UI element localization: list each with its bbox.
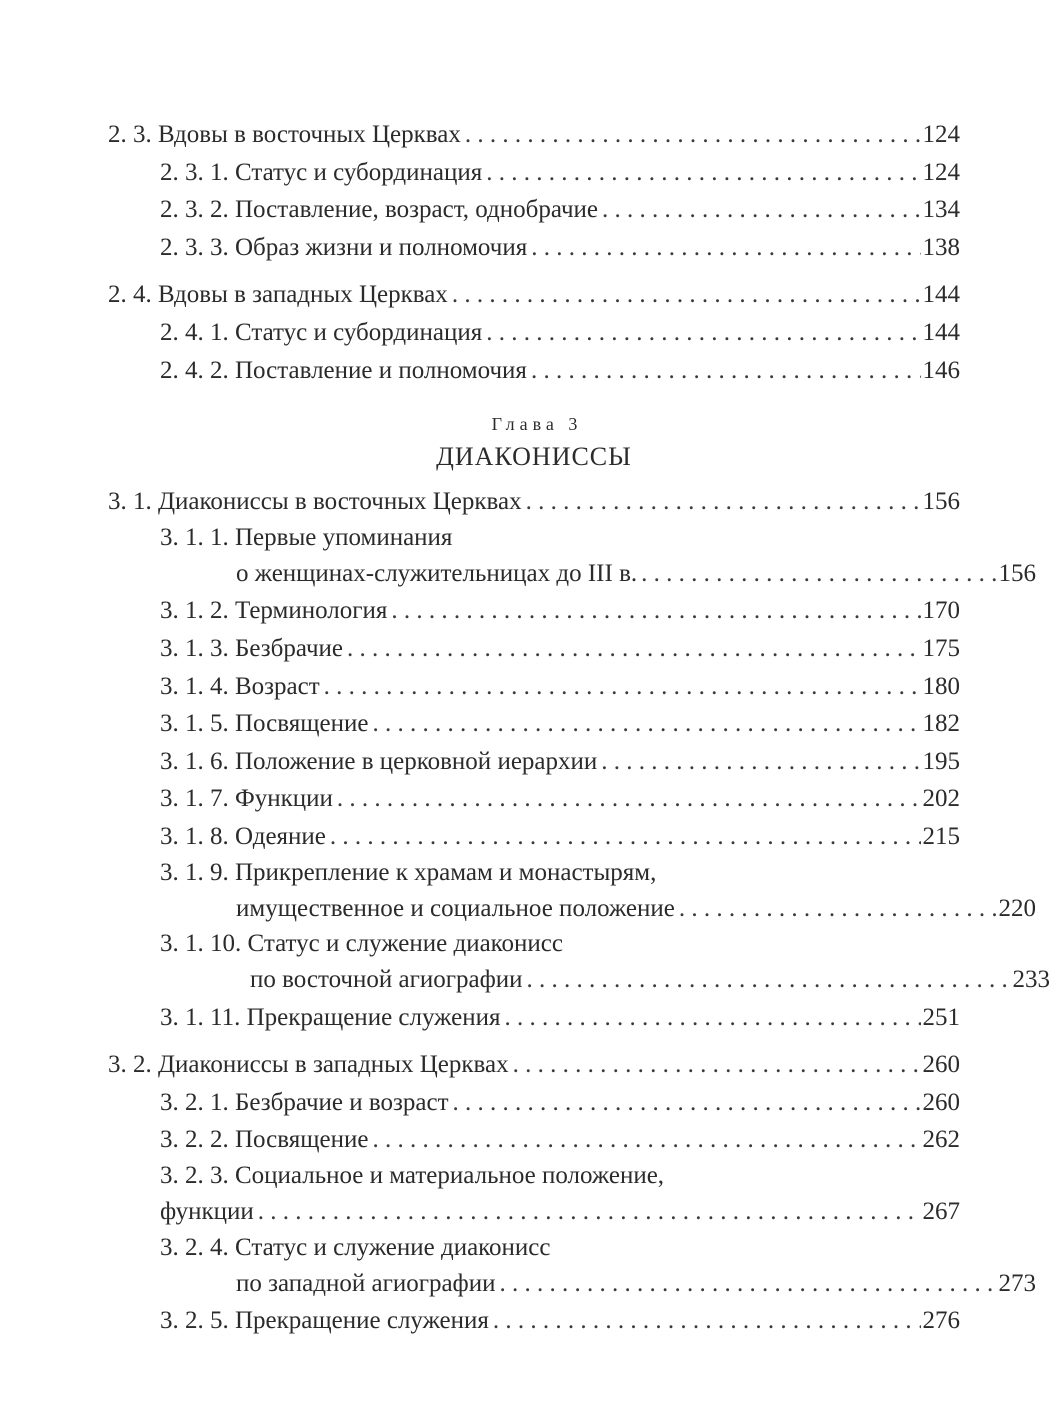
dot-leader	[526, 483, 921, 521]
toc-entry-3-2-5[interactable]	[108, 1302, 960, 1340]
dot-leader	[531, 229, 920, 267]
dot-leader	[486, 314, 920, 352]
chapter-heading	[108, 411, 960, 477]
toc-entry-3-1-9[interactable]	[108, 856, 1036, 928]
toc-entry-2-3[interactable]	[108, 116, 960, 154]
dot-leader	[258, 1193, 921, 1231]
dot-leader	[641, 555, 996, 593]
toc-entry-3-1-6[interactable]	[108, 743, 960, 781]
toc-entry-page: 124	[922, 158, 960, 186]
toc-entry-3-2-4[interactable]	[108, 1231, 1036, 1303]
toc-entry-title: 2. 3. Вдовы в восточных Церквах	[108, 116, 465, 154]
dot-leader	[372, 705, 920, 743]
toc-entry-3-1-3[interactable]	[108, 630, 960, 668]
dot-leader	[513, 1046, 921, 1084]
dot-leader	[527, 961, 1011, 999]
toc-entry-2-3-3[interactable]	[108, 229, 960, 267]
dot-leader	[465, 116, 921, 154]
toc-entry-page: 202	[922, 785, 960, 813]
dot-leader	[679, 890, 997, 928]
toc-entry-page: 138	[922, 233, 960, 261]
toc-entry-title: 3. 2. 1. Безбрачие и возраст	[160, 1084, 453, 1122]
toc-entry-title: 3. 1. Диакониссы в восточных Церквах	[108, 483, 526, 521]
toc-entry-page: 146	[922, 356, 960, 384]
toc-entry-3-1-2[interactable]	[108, 592, 960, 630]
toc-entry-3-1-11[interactable]	[108, 999, 960, 1037]
toc-entry-page: 175	[922, 634, 960, 662]
toc-entry-title: 3. 1. 10. Статус и служение диаконисс	[160, 930, 564, 958]
toc-entry-2-3-1[interactable]	[108, 154, 960, 192]
dot-leader	[452, 276, 921, 314]
dot-leader	[391, 592, 920, 630]
spacer	[108, 1036, 960, 1046]
toc-entry-3-1-4[interactable]	[108, 668, 960, 706]
dot-leader	[347, 630, 921, 668]
dot-leader	[337, 780, 921, 818]
dot-leader	[504, 999, 920, 1037]
toc-entry-title: 2. 3. 3. Образ жизни и полномочия	[160, 229, 531, 267]
dot-leader	[330, 818, 921, 856]
dot-leader	[602, 191, 921, 229]
toc-entry-page: 134	[922, 196, 960, 224]
toc-entry-2-4-2[interactable]	[108, 352, 960, 390]
toc-entry-title: 3. 1. 9. Прикрепление к храмам и монастырям,	[160, 858, 657, 886]
toc-entry-page: 276	[922, 1307, 960, 1335]
toc-entry-page: 260	[922, 1088, 960, 1116]
toc-entry-2-4[interactable]	[108, 276, 960, 314]
toc-entry-page: 251	[922, 1003, 960, 1031]
toc-entry-3-2-3[interactable]	[108, 1159, 960, 1231]
toc-entry-page: 273	[998, 1269, 1036, 1297]
toc-entry-2-3-2[interactable]	[108, 191, 960, 229]
toc-entry-page: 156	[998, 559, 1036, 587]
toc-entry-3-2-1[interactable]	[108, 1084, 960, 1122]
table-of-contents	[108, 116, 1050, 1340]
toc-entry-title-cont: имущественное и социальное положение	[236, 890, 679, 928]
toc-entry-title: 3. 2. 2. Посвящение	[160, 1121, 372, 1159]
toc-entry-3-1-5[interactable]	[108, 705, 960, 743]
toc-entry-3-2[interactable]	[108, 1046, 960, 1084]
toc-entry-title: 3. 1. 3. Безбрачие	[160, 630, 347, 668]
toc-entry-title: 3. 1. 5. Посвящение	[160, 705, 372, 743]
toc-entry-page: 260	[922, 1051, 960, 1079]
toc-entry-title: 3. 2. 5. Прекращение служения	[160, 1302, 493, 1340]
toc-entry-page: 267	[922, 1198, 960, 1226]
toc-entry-title: 3. 1. 1. Первые упоминания	[160, 523, 453, 551]
chapter-label: Глава 3	[491, 414, 583, 435]
toc-entry-3-1-7[interactable]	[108, 780, 960, 818]
toc-entry-title: 3. 1. 4. Возраст	[160, 668, 324, 706]
toc-entry-3-1[interactable]	[108, 483, 960, 521]
toc-entry-title: 2. 4. 1. Статус и субординация	[160, 314, 486, 352]
dot-leader	[453, 1084, 921, 1122]
toc-entry-title: 3. 2. 3. Социальное и материальное положение,	[160, 1162, 665, 1190]
toc-entry-page: 144	[922, 318, 960, 346]
toc-entry-3-1-10[interactable]	[108, 927, 1050, 999]
toc-entry-title-cont: по западной агиографии	[236, 1265, 500, 1303]
toc-entry-title: 2. 4. 2. Поставление и полномочия	[160, 352, 531, 390]
toc-entry-page: 262	[922, 1126, 960, 1154]
toc-entry-page: 144	[922, 281, 960, 309]
toc-entry-3-1-1[interactable]	[108, 521, 1036, 593]
toc-entry-page: 124	[922, 121, 960, 148]
toc-entry-title-cont: по восточной агиографии	[250, 961, 527, 999]
toc-entry-page: 180	[922, 672, 960, 700]
toc-entry-title: 2. 3. 1. Статус и субординация	[160, 154, 486, 192]
dot-leader	[500, 1265, 997, 1303]
dot-leader	[372, 1121, 920, 1159]
spacer	[108, 266, 960, 276]
toc-entry-page: 220	[998, 894, 1036, 922]
dot-leader	[324, 668, 921, 706]
toc-entry-title-cont: о женщинах-служительницах до III в.	[236, 555, 641, 593]
toc-entry-title: 3. 1. 6. Положение в церковной иерархии	[160, 743, 601, 781]
toc-entry-title: 3. 2. 4. Статус и служение диаконисс	[160, 1233, 551, 1261]
toc-entry-page: 182	[922, 710, 960, 738]
toc-entry-page: 170	[922, 597, 960, 625]
toc-entry-title: 3. 1. 11. Прекращение служения	[160, 999, 504, 1037]
toc-entry-title: 3. 2. Диакониссы в западных Церквах	[108, 1046, 513, 1084]
toc-entry-3-2-2[interactable]	[108, 1121, 960, 1159]
toc-entry-3-1-8[interactable]	[108, 818, 960, 856]
dot-leader	[493, 1302, 921, 1340]
dot-leader	[531, 352, 921, 390]
toc-entry-page: 215	[922, 822, 960, 850]
toc-entry-title: 3. 1. 2. Терминология	[160, 592, 391, 630]
dot-leader	[601, 743, 920, 781]
toc-entry-title: 3. 1. 8. Одеяние	[160, 818, 330, 856]
toc-entry-2-4-1[interactable]	[108, 314, 960, 352]
toc-entry-title: 3. 1. 7. Функции	[160, 780, 337, 818]
chapter-title: ДИАКОНИССЫ	[436, 442, 632, 472]
toc-entry-page: 156	[922, 488, 960, 516]
toc-entry-title: 2. 3. 2. Поставление, возраст, однобрачие	[160, 191, 602, 229]
toc-entry-page: 233	[1012, 966, 1050, 994]
dot-leader	[486, 154, 920, 192]
toc-entry-title: 2. 4. Вдовы в западных Церквах	[108, 276, 452, 314]
toc-entry-page: 195	[922, 747, 960, 775]
toc-entry-title-cont: функции	[160, 1193, 258, 1231]
